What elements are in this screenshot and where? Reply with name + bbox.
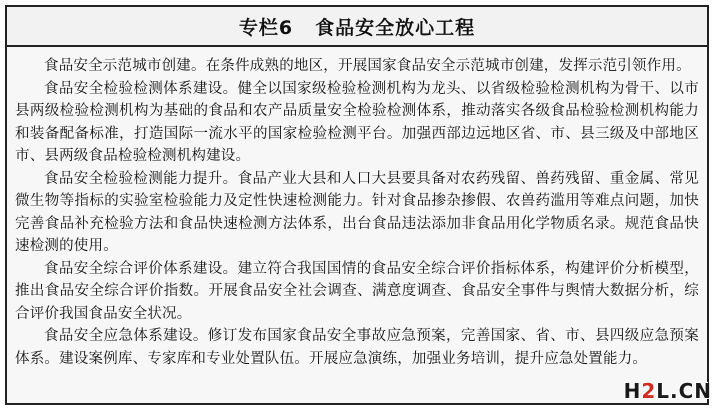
paragraph-testing-capacity	[15, 168, 699, 258]
watermark-accent: 2	[641, 379, 657, 403]
paragraph-heading: 食品安全综合评价体系建设。	[44, 260, 238, 277]
column-title	[239, 13, 475, 40]
paragraph-demo-city	[15, 55, 699, 78]
column-label: 专栏6	[238, 16, 294, 39]
paragraph-heading: 食品安全示范城市创建。	[44, 58, 206, 74]
paragraph-heading: 食品安全检验检测能力提升。	[44, 170, 238, 187]
watermark-prefix: H	[623, 379, 642, 403]
watermark-suffix: L.CN	[656, 379, 712, 403]
paragraph-evaluation-system	[15, 258, 699, 326]
column-box	[5, 5, 709, 405]
title-bar	[7, 7, 707, 47]
paragraph-body: 修订发布国家食品安全事故应急预案，完善国家、省、市、县四级应急预案体系。建设案例库、专家库和专业处置队伍。开展应急演练，加强业务培训，提升应急处置能力。	[15, 328, 699, 367]
paragraph-body: 食品产业大县和人口大县要具备对农药残留、兽药残留、重金属、常见微生物等指标的实验室检验能力及定性快速检测能力。针对食品掺杂掺假、农兽药滥用等难点问题，加快完善食品补充检验方法和食品快速检测方法体系，出台食品违法添加非食品用化学物质名录。规范食品快速检测的使用。	[15, 170, 699, 254]
paragraph-emergency-system	[15, 325, 699, 370]
paragraph-body: 在条件成熟的地区，开展国家食品安全示范城市创建，发挥示范引领作用。	[205, 58, 691, 74]
column-heading: 食品安全放心工程	[315, 16, 476, 39]
paragraph-testing-system	[15, 78, 699, 168]
paragraph-heading: 食品安全应急体系建设。	[44, 328, 208, 344]
column-content	[7, 47, 707, 370]
site-watermark	[624, 379, 712, 403]
paragraph-body: 健全以国家级检验检测机构为龙头、以省级检验检测机构为骨干、以市县两级检验检测机构为基础的食品和农产品质量安全检验检测体系，推动落实各级食品检验检测机构能力和装备配备标准，打造国际一流水平的国家检验检测平台。加强西部边远地区省、市、县三级及中部地区市、县两级食品检验检测机构建设。	[15, 80, 699, 164]
paragraph-body: 建立符合我国国情的食品安全综合评价指标体系，构建评价分析模型，推出食品安全综合评价指数。开展食品安全社会调查、满意度调查、食品安全事件与舆情大数据分析，综合评价我国食品安全状况。	[15, 260, 699, 322]
paragraph-heading: 食品安全检验检测体系建设。	[44, 80, 238, 97]
